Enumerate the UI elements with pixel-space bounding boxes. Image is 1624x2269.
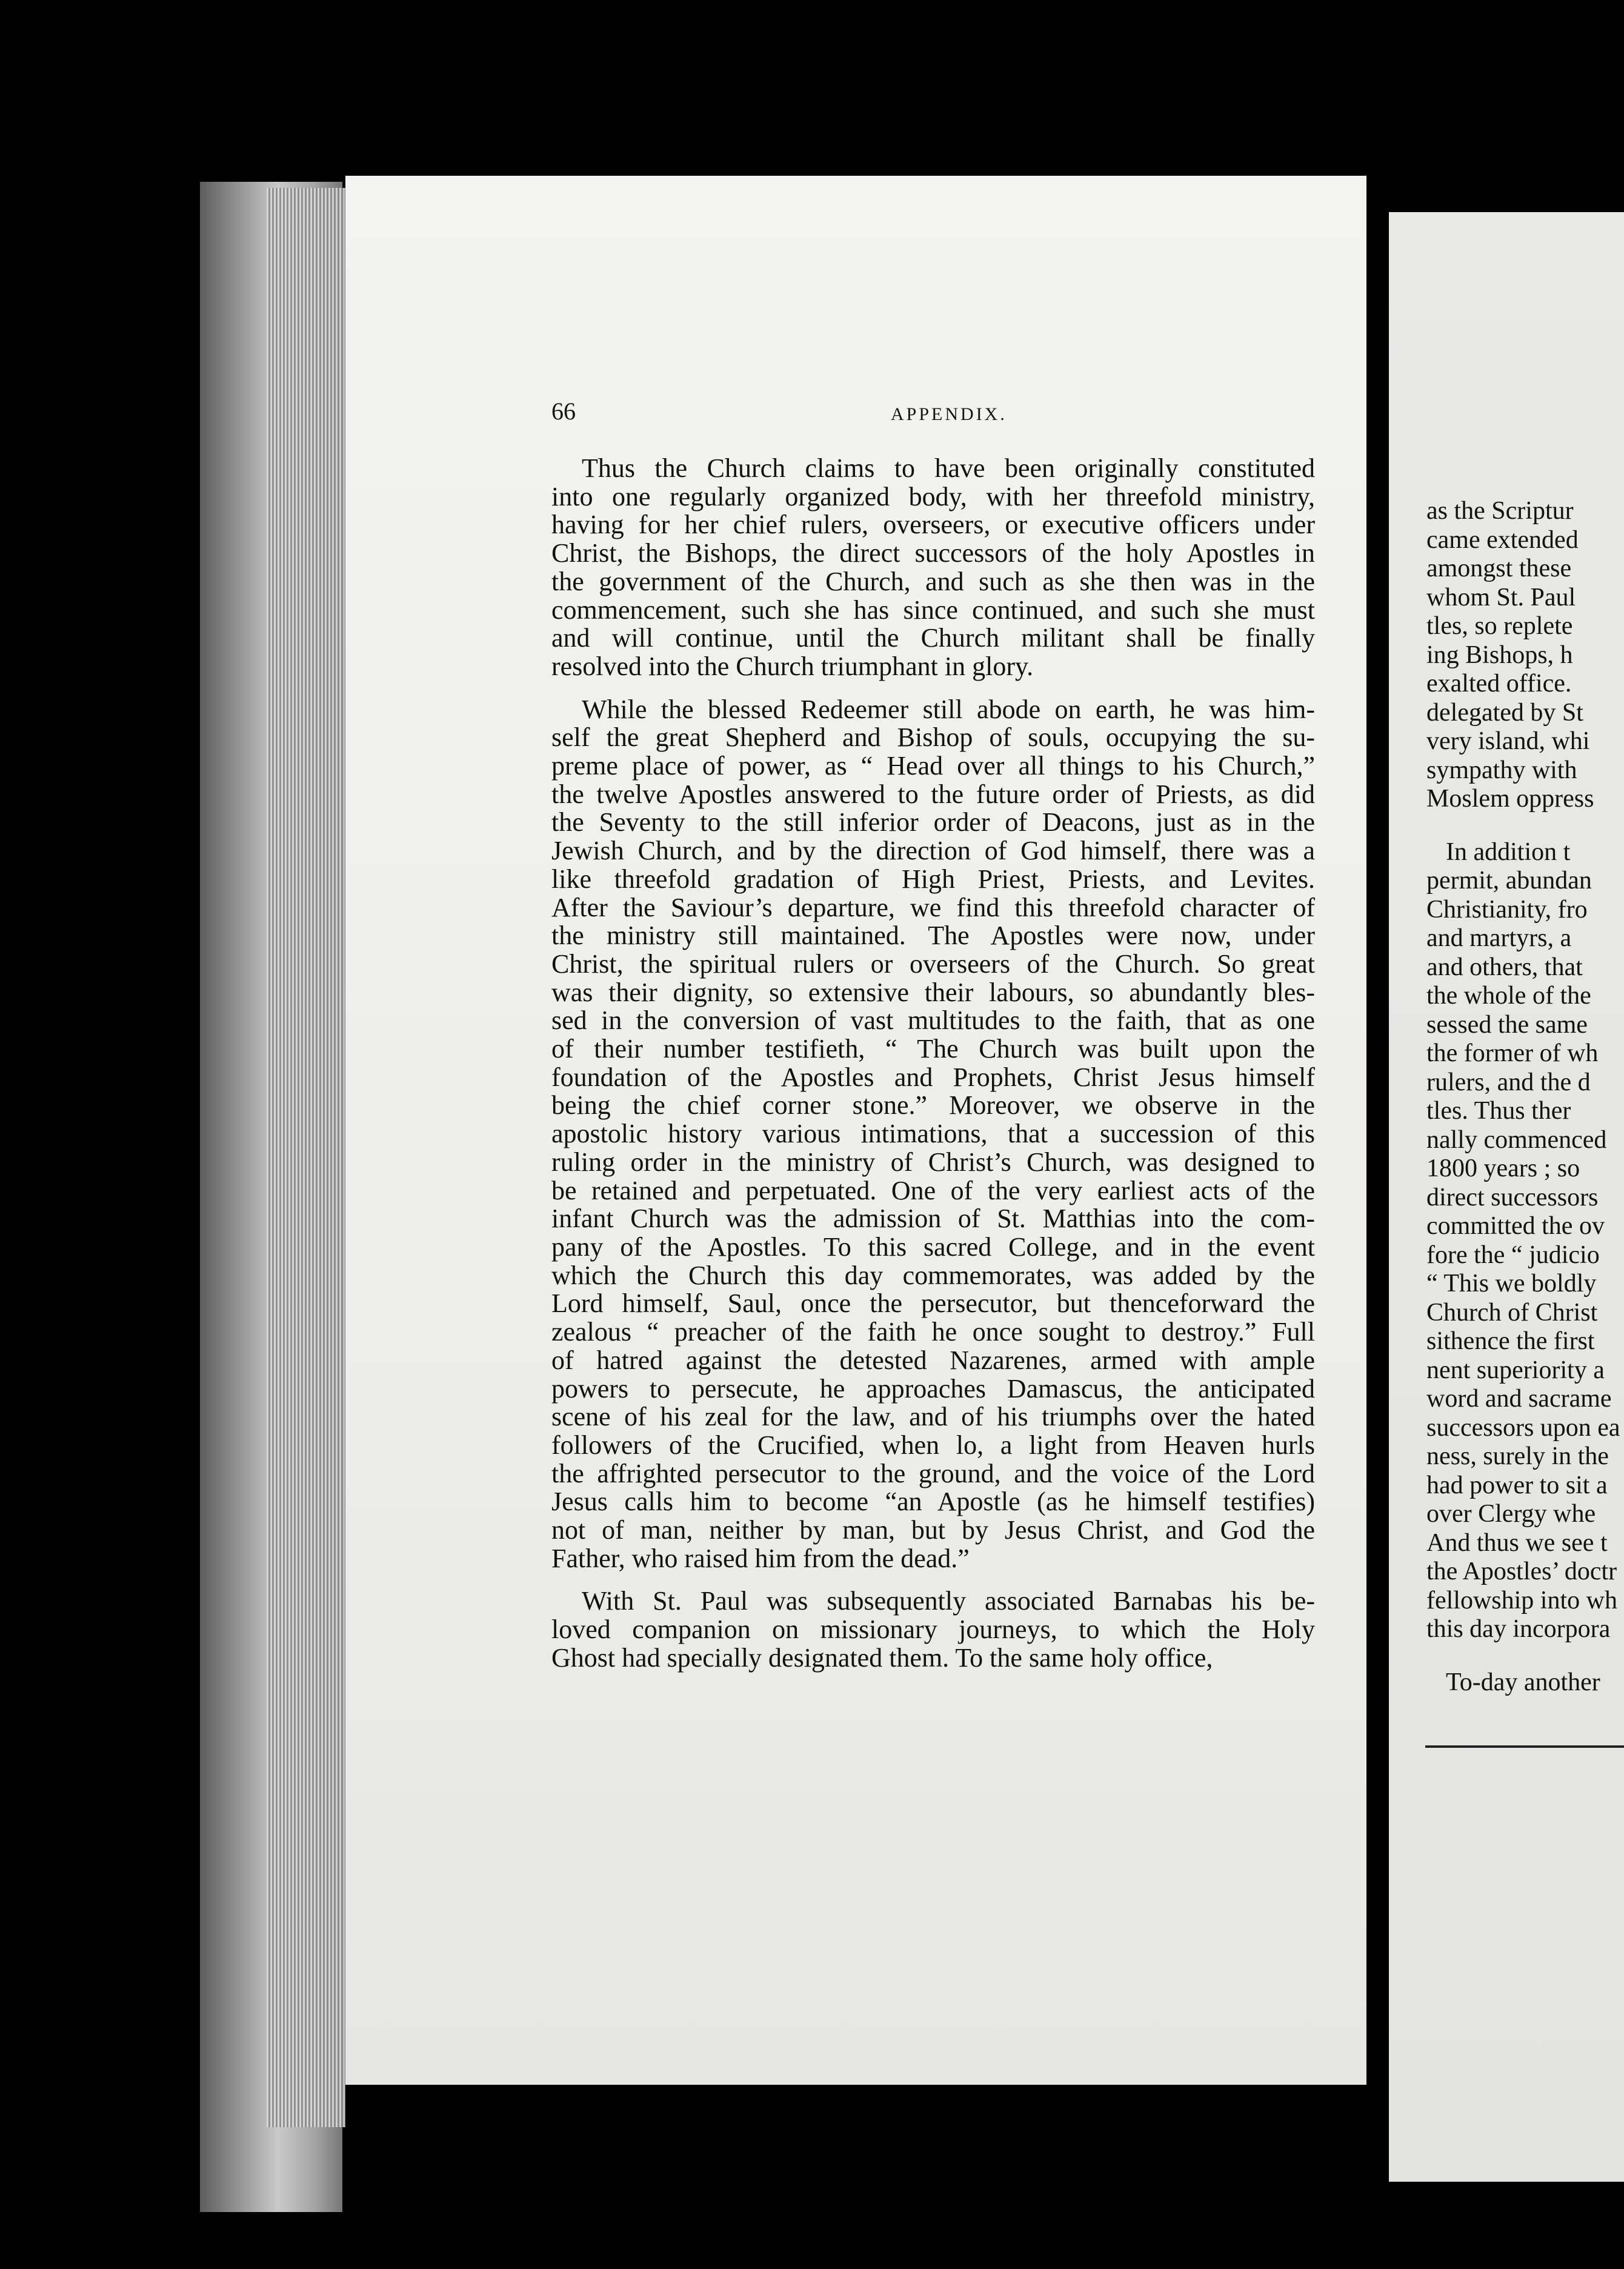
text-line: apostolic history various intimations, that a succession of this xyxy=(551,1119,1315,1149)
text-line: “ This we boldly xyxy=(1426,1270,1597,1298)
text-line: the twelve Apostles answered to the future order of Priests, as did xyxy=(551,779,1315,809)
text-line: rulers, and the d xyxy=(1426,1068,1591,1096)
text-line: resolved into the Church triumphant in glory. xyxy=(551,651,1034,681)
paragraph xyxy=(551,696,1315,1573)
text-line: was their dignity, so extensive their labours, so abundantly bles- xyxy=(551,977,1315,1007)
text-line: scene of his zeal for the law, and of his triumphs over the hated xyxy=(551,1402,1315,1432)
text-line: After the Saviour’s departure, we find this threefold character of xyxy=(551,892,1315,922)
text-line: Thus the Church claims to have been originally constituted xyxy=(582,453,1315,483)
text-line: of hatred against the detested Nazarenes, armed with ample xyxy=(551,1345,1315,1375)
text-line: And thus we see t xyxy=(1426,1528,1608,1557)
text-line: Jesus calls him to become “an Apostle (as he himself testifies) xyxy=(551,1487,1315,1517)
text-line: Christ, the spiritual rulers or overseers of the Church. So great xyxy=(551,948,1315,979)
text-line: permit, abundan xyxy=(1426,867,1592,895)
text-line: had power to sit a xyxy=(1426,1471,1608,1499)
text-line: being the chief corner stone.” Moreover, we observe in the xyxy=(551,1090,1315,1121)
text-line: successors upon ea xyxy=(1426,1413,1620,1442)
text-line xyxy=(1426,1644,1624,1668)
text-line: followers of the Crucified, when lo, a light from Heaven hurls xyxy=(551,1430,1315,1460)
paragraph xyxy=(551,455,1315,681)
text-line: having for her chief rulers, overseers, or executive officers under xyxy=(551,510,1315,540)
text-line: nent superiority a xyxy=(1426,1356,1605,1384)
text-line: and others, that xyxy=(1426,953,1583,981)
text-line: To-day another xyxy=(1446,1668,1600,1696)
text-line: of their number testifieth, “ The Church was built upon the xyxy=(551,1034,1315,1064)
text-line: direct successors xyxy=(1426,1183,1599,1211)
text-line: this day incorpora xyxy=(1426,1615,1611,1643)
text-line: fore the “ judicio xyxy=(1426,1241,1600,1269)
text-line: and will continue, until the Church militant shall be finally xyxy=(551,623,1315,653)
text-line: not of man, neither by man, but by Jesus Christ, and God the xyxy=(551,1515,1315,1545)
text-line: Lord himself, Saul, once the persecutor, but thenceforward the xyxy=(551,1288,1315,1319)
text-line: delegated by St xyxy=(1426,698,1583,727)
text-line: over Clergy whe xyxy=(1426,1500,1596,1528)
left-page-body xyxy=(551,455,1315,1687)
text-line: whom St. Paul xyxy=(1426,583,1576,611)
text-line: zealous “ preacher of the faith he once sought to destroy.” Full xyxy=(551,1317,1315,1347)
text-line: Christ, the Bishops, the direct successors of the holy Apostles in xyxy=(551,538,1315,568)
text-line: exalted office. xyxy=(1426,670,1572,698)
text-line: foundation of the Apostles and Prophets, Christ Jesus himself xyxy=(551,1062,1315,1092)
text-line: With St. Paul was subsequently associated Barnabas his be- xyxy=(582,1586,1315,1616)
text-line xyxy=(1426,814,1624,838)
text-line: 1800 years ; so xyxy=(1426,1154,1580,1182)
text-line: committed the ov xyxy=(1426,1212,1605,1240)
text-line: fellowship into wh xyxy=(1426,1586,1617,1614)
text-line: Father, who raised him from the dead.” xyxy=(551,1543,970,1573)
text-line: like threefold gradation of High Priest, Priests, and Levites. xyxy=(551,864,1315,894)
text-line: be retained and perpetuated. One of the very earliest acts of the xyxy=(551,1175,1315,1205)
text-line: Jewish Church, and by the direction of God himself, there was a xyxy=(551,836,1315,866)
text-line: loved companion on missionary journeys, to which the Holy xyxy=(551,1614,1315,1645)
text-line: which the Church this day commemorates, was added by the xyxy=(551,1260,1315,1290)
text-line: the affrighted persecutor to the ground, and the voice of the Lord xyxy=(551,1458,1315,1488)
running-head: APPENDIX. xyxy=(891,404,1007,424)
text-line: the former of wh xyxy=(1426,1039,1599,1067)
right-page-body xyxy=(1426,497,1624,1697)
text-line: the ministry still maintained. The Apostles were now, under xyxy=(551,921,1315,951)
text-line: self the great Shepherd and Bishop of souls, occupying the su- xyxy=(551,722,1315,753)
footnote-rule xyxy=(1425,1745,1624,1748)
text-line: In addition t xyxy=(1446,838,1571,866)
page-header xyxy=(551,397,1327,433)
text-line: Church of Christ xyxy=(1426,1298,1598,1327)
text-line: sed in the conversion of vast multitudes to the faith, that as one xyxy=(551,1005,1315,1036)
text-line: preme place of power, as “ Head over all things to his Church,” xyxy=(551,751,1315,781)
text-line: powers to persecute, he approaches Damascus, the anticipated xyxy=(551,1373,1315,1404)
text-line: sithence the first xyxy=(1426,1327,1595,1355)
text-line: Ghost had specially designated them. To the same holy office, xyxy=(551,1642,1213,1673)
text-line: tles, so replete xyxy=(1426,612,1573,640)
page-edges xyxy=(267,188,345,2127)
text-line: the Apostles’ doctr xyxy=(1426,1558,1617,1585)
text-line: amongst these xyxy=(1426,555,1572,582)
text-line: word and sacrame xyxy=(1426,1385,1612,1413)
text-line: very island, whi xyxy=(1426,727,1590,755)
text-line: ruling order in the ministry of Christ’s Church, was designed to xyxy=(551,1147,1315,1177)
text-line: the Seventy to the still inferior order of Deacons, just as in the xyxy=(551,807,1315,838)
text-line: infant Church was the admission of St. Matthias into the com- xyxy=(551,1204,1315,1234)
text-line: ing Bishops, h xyxy=(1426,641,1573,669)
paragraph xyxy=(551,1587,1315,1672)
page-number: 66 xyxy=(551,398,576,425)
text-line: ness, surely in the xyxy=(1426,1442,1609,1470)
text-line: and martyrs, a xyxy=(1426,924,1572,952)
text-line: Moslem oppress xyxy=(1426,785,1594,813)
text-line: the government of the Church, and such as she then was in the xyxy=(551,566,1315,596)
text-line: While the blessed Redeemer still abode on earth, he was him- xyxy=(582,694,1315,724)
text-line: tles. Thus ther xyxy=(1426,1097,1571,1125)
text-line: sympathy with xyxy=(1426,756,1577,784)
text-line: Christianity, fro xyxy=(1426,895,1588,924)
text-line: nally commenced xyxy=(1426,1125,1607,1154)
text-line: into one regularly organized body, with her threefold ministry, xyxy=(551,481,1315,511)
right-page xyxy=(1389,212,1624,2182)
text-line: as the Scriptur xyxy=(1426,497,1574,525)
text-line: commencement, such she has since continued, and such she must xyxy=(551,595,1315,625)
text-line: sessed the same xyxy=(1426,1010,1588,1039)
text-line: came extended xyxy=(1426,525,1579,554)
text-line: the whole of the xyxy=(1426,982,1591,1010)
text-line: pany of the Apostles. To this sacred College, and in the event xyxy=(551,1231,1315,1262)
